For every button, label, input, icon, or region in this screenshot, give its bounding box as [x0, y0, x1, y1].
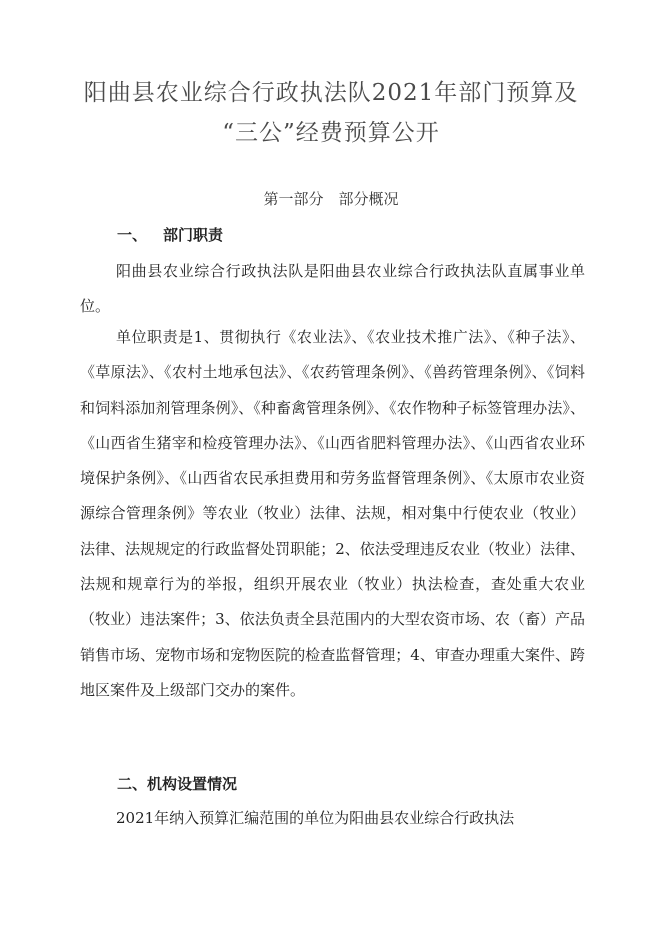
section1-paragraph1: 阳曲县农业综合行政执法队是阳曲县农业综合行政执法队直属事业单位。	[80, 262, 585, 316]
section1-number: 一、	[117, 226, 148, 244]
document-title-line1: 阳曲县农业综合行政执法队2021年部门预算及	[83, 80, 579, 106]
section1-heading	[117, 224, 223, 245]
section2-heading: 二、机构设置情况	[117, 775, 238, 793]
part-title: 第一部分 部分概况	[263, 190, 399, 208]
document-title-line2: “三公”经费预算公开	[222, 120, 440, 146]
section2-paragraph1: 2021年纳入预算汇编范围的单位为阳曲县农业综合行政执法	[116, 809, 515, 827]
section1-heading-text: 部门职责	[163, 226, 224, 244]
section1-paragraph2: 单位职责是1、贯彻执行《农业法》、《农业技术推广法》、《种子法》、《草原法》、《农村土地承包法》、《农药管理条例》、《兽药管理条例》、《饲料和饲料添加剂管理条例》、《种畜禽管理条例》、《农作物种子标签管理办法》、《山西省生猪宰和检疫管理办法》、《山西省肥料管理办法》、《山西省农业环境保护条例》、《山西省农民承担费用和劳务监督管理条例》、《太原市农业资源综合管理条例》等农业（牧业）法律、法规，相对集中行使农业（牧业）法律、法规规定的行政监督处罚职能；2、依法受理违反农业（牧业）法律、法规和规章行为的举报，组织开展农业（牧业）执法检查，查处重大农业（牧业）违法案件；3、依法负责全县范围内的大型农资市场、农（畜）产品销售市场、宠物市场和宠物医院的检查监督管理；4、审查办理重大案件、跨地区案件及上级部门交办的案件。	[80, 328, 585, 699]
